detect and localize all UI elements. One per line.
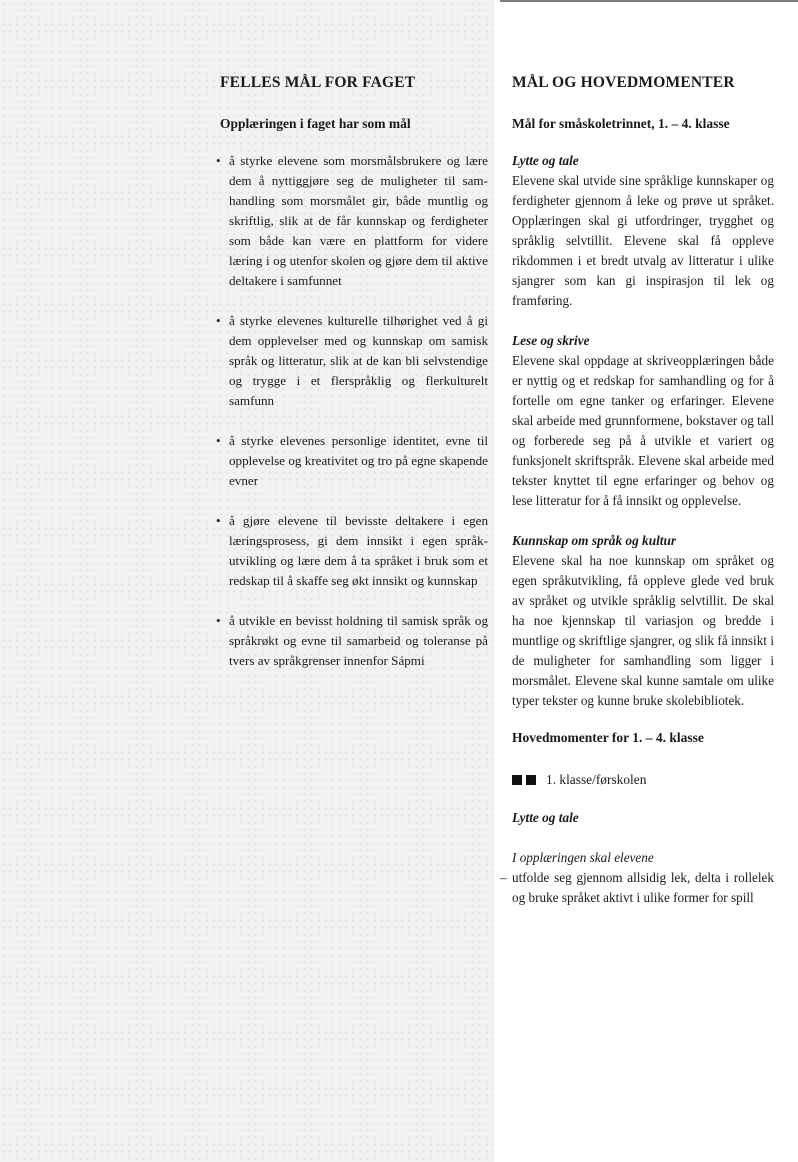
- goals-list: [216, 151, 488, 671]
- top-rule: [500, 0, 798, 2]
- bullet-icon: •: [216, 513, 221, 528]
- bullet-icon: •: [216, 433, 221, 448]
- left-heading: FELLES MÅL FOR FAGET: [220, 74, 416, 91]
- section-title: Kunnskap om språk og kultur: [512, 533, 677, 548]
- section-title: Lytte og tale: [512, 153, 579, 168]
- section-title: Lese og skrive: [512, 333, 590, 348]
- dash-list-item: [500, 868, 774, 908]
- grade-subheading: Lytte og tale: [512, 810, 579, 825]
- section-text: Elevene skal ha noe kunnskap om språket og egen språkutvikling, få oppleve glede ved bruk av språket og utvikle språklig selvtillit. De skal ha noe kjennskap til variasjon og bredde i muntlige og skriftlige sjangrer, og slik få innsikt i de muligheter for samhandling som ligger i morsmålet. Elevene skal kunne samtale om ulike typer tekster og kunne bruke skolebibliotek.: [512, 553, 774, 708]
- bullet-icon: •: [216, 313, 221, 328]
- goal-item: [216, 511, 488, 591]
- bullet-icon: •: [216, 613, 221, 628]
- goal-item: [216, 611, 488, 671]
- square-markers-icon: [512, 775, 536, 785]
- dash-icon: –: [500, 870, 507, 885]
- grade-row: [512, 770, 774, 790]
- bullet-icon: •: [216, 153, 221, 168]
- section-text: Elevene skal utvide sine språklige kunnskaper og ferdigheter gjennom å leke og prøve ut språket. Opplæringen skal gi utfordringer, trygghet og språklig selvtillit. Elevene skal få oppleve rikdommen i et bredt utvalg av litteratur i ulike sjangrer som kan gi inspirasjon til lek og framføring.: [512, 173, 774, 308]
- dash-item-text: utfolde seg gjennom allsidig lek, delta i rollelek og bruke språket aktivt i ulike former for spill: [512, 870, 774, 905]
- section-lytte-og-tale: [512, 151, 774, 311]
- square-icon: [526, 775, 536, 785]
- goal-text: å styrke elevenes kulturelle tilhørighet ved å gi dem opplevelser med og kunnskap om samisk språk og litteratur, slik at de kan bli selvstendige og trygge i et flerspråklig og flerkulturelt samfunn: [229, 313, 488, 408]
- right-subheading: Mål for småskoletrinnet, 1. – 4. klasse: [512, 116, 730, 131]
- right-column: [500, 72, 774, 908]
- goal-text: å styrke elevenes personlige identitet, evne til opplevelse og kreativitet og tro på egne skapende evner: [229, 433, 488, 488]
- section-lese-og-skrive: [512, 331, 774, 511]
- grade-label: 1. klasse/førskolen: [546, 772, 647, 787]
- intro-text: I opplæringen skal elevene: [512, 850, 654, 865]
- goal-item: [216, 311, 488, 411]
- goal-text: å gjøre elevene til bevisste deltakere i egen læringsprosess, gi dem innsikt i egen språkutvikling og lære dem å ta språket i bruk som et redskap til å skaffe seg økt innsikt og kunnskap: [229, 513, 488, 588]
- left-subheading: Opplæringen i faget har som mål: [220, 116, 411, 131]
- goal-item: [216, 431, 488, 491]
- goal-item: [216, 151, 488, 291]
- section-kunnskap-om-sprak: [512, 531, 774, 711]
- goal-text: å utvikle en bevisst holdning til samisk språk og språkrøkt og evne til samarbeid og toleranse på tvers av språkgrenser innenfor Sápmi: [229, 613, 488, 668]
- right-heading: MÅL OG HOVEDMOMENTER: [512, 74, 735, 91]
- main-points-heading: Hovedmomenter for 1. – 4. klasse: [512, 730, 704, 745]
- goal-text: å styrke elevene som morsmålsbrukere og lære dem å nyttiggjøre seg de muligheter til samhandling som morsmålet gir, både muntlig og skriftlig, slik at de får kunnskap og ferdigheter som både kan være en plattform for videre læring i og utenfor skolen og gjøre dem til aktive deltakere i samfunnet: [229, 153, 488, 288]
- left-column: [216, 72, 488, 691]
- section-text: Elevene skal oppdage at skriveopplæringen både er nyttig og et redskap for samhandling og for å fortelle om egne tanker og erfaringer. Elevene skal arbeide med grunnformene, bokstaver og tall og forberede seg på å utvikle et variert og funksjonelt skriftspråk. Elevene skal arbeide med tekster knyttet til egne erfaringer og behov og lese litteratur for å få innsikt og opplevelse.: [512, 353, 774, 508]
- square-icon: [512, 775, 522, 785]
